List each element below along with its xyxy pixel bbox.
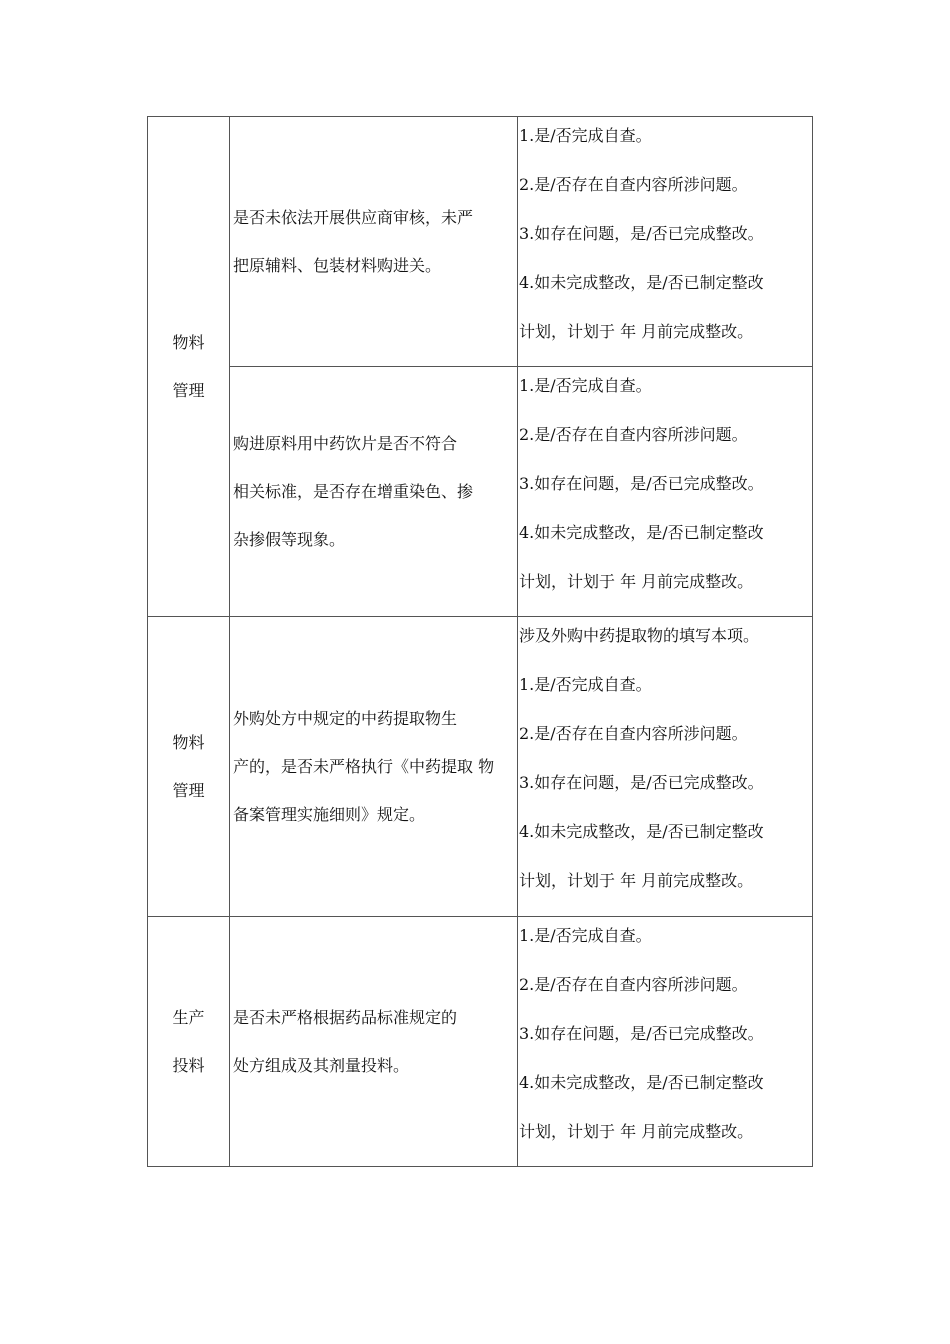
self-check-cell [518,367,813,617]
self-check-line: 4.如未完成整改，是/否已制定整改 [519,273,764,292]
check-item-text: 是否未严格根据药品标准规定的 [233,1007,458,1027]
self-check-line: 4.如未完成整改，是/否已制定整改 [519,1073,764,1092]
self-check-line: 2.是/否存在自查内容所涉问题。 [519,724,748,743]
check-item-cell [230,617,518,917]
self-check-line: 1.是/否完成自查。 [519,926,652,945]
table-row [148,117,813,367]
check-item-cell [230,367,518,617]
self-check-line: 4.如未完成整改，是/否已制定整改 [519,822,764,841]
self-check-cell [518,617,813,917]
check-item-text: 产的，是否未严格执行《中药提取 物 [233,756,495,776]
check-item-text: 备案管理实施细则》规定。 [233,804,426,824]
category-text: 投料 [172,1055,205,1075]
self-check-line: 1.是/否完成自查。 [519,675,652,694]
check-item-cell [230,117,518,367]
self-check-line: 3.如存在问题，是/否已完成整改。 [519,773,764,792]
self-check-line: 3.如存在问题，是/否已完成整改。 [519,474,764,493]
self-check-line: 计划，计划于 年 月前完成整改。 [519,1122,754,1141]
check-item-text: 相关标准，是否存在增重染色、掺 [233,481,474,501]
category-text: 物料 [172,332,205,352]
check-item-text: 把原辅料、包装材料购进关。 [233,255,442,275]
self-check-line: 计划，计划于 年 月前完成整改。 [519,322,754,341]
check-item-text: 处方组成及其剂量投料。 [233,1055,410,1075]
check-item-text: 杂掺假等现象。 [233,529,346,549]
check-item-text: 是否未依法开展供应商审核，未严 [233,207,474,227]
self-check-line: 3.如存在问题，是/否已完成整改。 [519,224,764,243]
table-row [148,367,813,617]
self-check-line: 4.如未完成整改，是/否已制定整改 [519,523,764,542]
category-text: 生产 [172,1007,205,1027]
self-check-line: 2.是/否存在自查内容所涉问题。 [519,975,748,994]
category-text: 管理 [172,780,205,800]
check-item-text: 外购处方中规定的中药提取物生 [233,708,458,728]
self-check-line: 涉及外购中药提取物的填写本项。 [519,626,760,645]
self-check-line: 3.如存在问题，是/否已完成整改。 [519,1024,764,1043]
table-row [148,617,813,917]
self-check-cell [518,917,813,1167]
self-check-cell [518,117,813,367]
table-row [148,917,813,1167]
self-check-line: 1.是/否完成自查。 [519,126,652,145]
check-item-text: 购进原料用中药饮片是否不符合 [233,433,458,453]
self-check-line: 2.是/否存在自查内容所涉问题。 [519,425,748,444]
self-check-line: 1.是/否完成自查。 [519,376,652,395]
self-check-line: 计划，计划于 年 月前完成整改。 [519,871,754,890]
category-cell [148,917,230,1167]
category-cell [148,617,230,917]
category-text: 管理 [172,380,205,400]
category-cell [148,117,230,617]
self-check-line: 2.是/否存在自查内容所涉问题。 [519,175,748,194]
category-text: 物料 [172,732,205,752]
check-item-cell [230,917,518,1167]
self-inspection-table [147,116,813,1167]
self-check-line: 计划，计划于 年 月前完成整改。 [519,572,754,591]
